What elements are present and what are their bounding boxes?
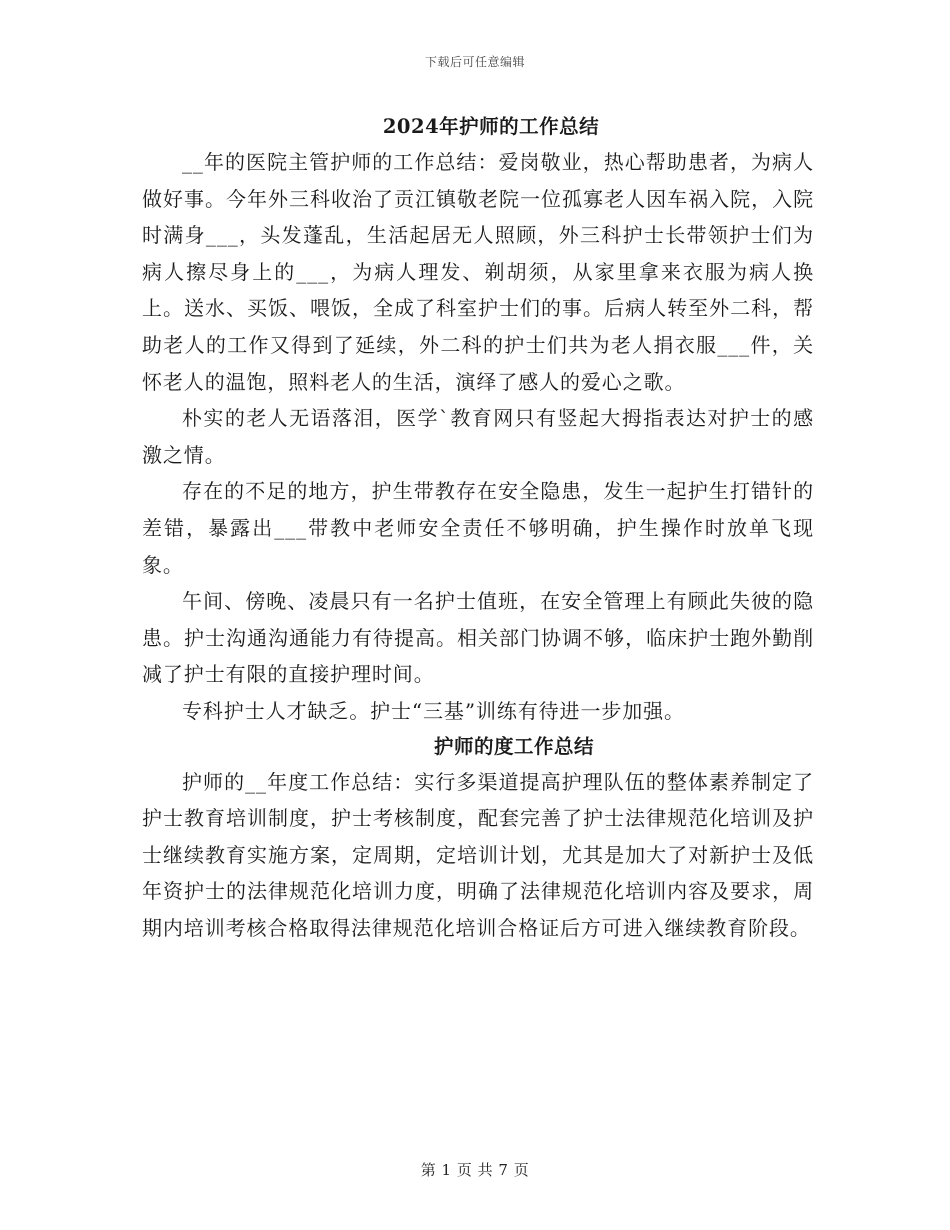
- header-note: 下载后可任意编辑: [424, 55, 525, 69]
- section-title: 护师的度工作总结: [433, 734, 594, 758]
- paragraph-3: 存在的不足的地方，护生带教存在安全隐患，发生一起护生打错针的差错，暴露出___带教中老师安全责任不够明确，护生操作时放单飞现象。: [142, 479, 814, 577]
- section-paragraph-1: 护师的__年度工作总结：实行多渠道提高护理队伍的整体素养制定了护士教育培训制度，护士考核制度，配套完善了护士法律规范化培训及护士继续教育实施方案，定周期，定培训计划，尤其是加大了对新护士及低年资护士的法律规范化培训力度，明确了法律规范化培训内容及要求，周期内培训考核合格取得法律规范化培训合格证后方可进入继续教育阶段。: [142, 769, 814, 940]
- page-number: 第 1 页 共 7 页: [420, 1161, 530, 1179]
- paragraph-4: 午间、傍晚、凌晨只有一名护士值班，在安全管理上有顾此失彼的隐患。护士沟通沟通能力有待提高。相关部门协调不够，临床护士跑外勤削减了护士有限的直接护理时间。: [142, 589, 814, 687]
- paragraph-2: 朴实的老人无语落泪，医学`教育网只有竖起大拇指表达对护士的感激之情。: [142, 406, 814, 467]
- paragraph-1: __年的医院主管护师的工作总结：爱岗敬业，热心帮助患者，为病人做好事。今年外三科收治了贡江镇敬老院一位孤寡老人因车祸入院，入院时满身___，头发蓬乱，生活起居无人照顾，外三科护士长带领护士们为病人擦尽身上的___，为病人理发、剃胡须，从家里拿来衣服为病人换上。送水、买饭、喂饭，全成了科室护士们的事。后病人转至外二科，帮助老人的工作又得到了延续，外二科的护士们共为老人捐衣服___件，关怀老人的温饱，照料老人的生活，演绎了感人的爱心之歌。: [142, 150, 814, 394]
- document-title: 2024年护师的工作总结: [382, 115, 600, 138]
- paragraph-5: 专科护士人才缺乏。护士“三基”训练有待进一步加强。: [182, 698, 685, 723]
- document-body: [142, 110, 814, 946]
